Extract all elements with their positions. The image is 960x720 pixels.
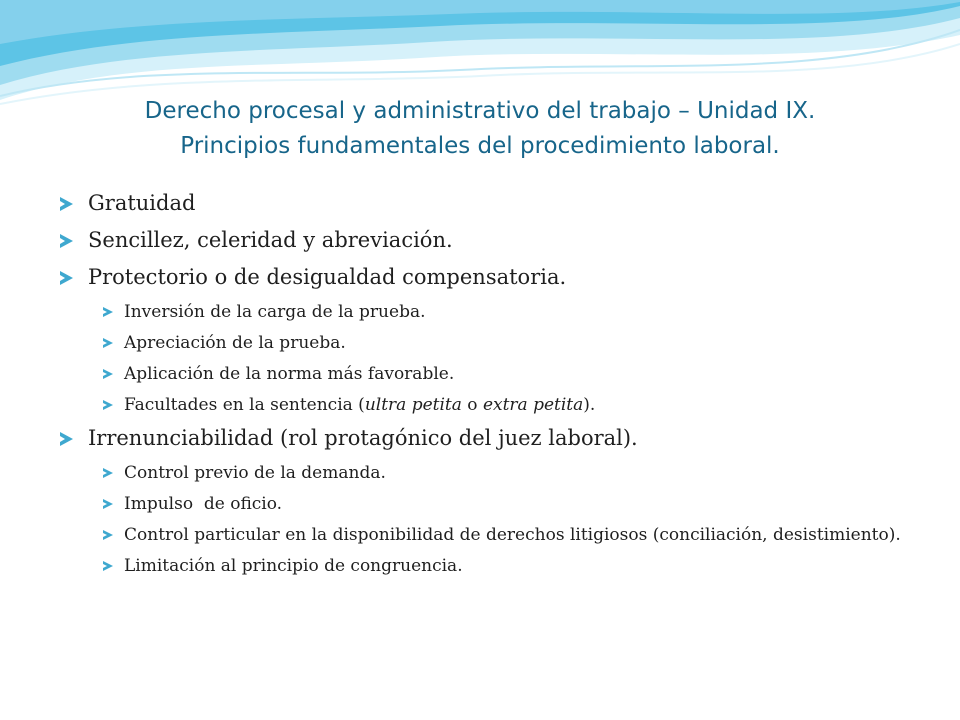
slide-title: [0, 94, 960, 164]
sub-bullet-text: Control previo de la demanda.: [124, 463, 386, 483]
arrow-bullet-icon: [103, 369, 113, 379]
slide-title-line-1: Derecho procesal y administrativo del trabajo – Unidad IX.: [144, 98, 816, 124]
slide-title-line-2: Principios fundamentales del procedimiento laboral.: [180, 133, 780, 159]
bullet-item: [60, 425, 912, 452]
sub-bullet-text-conjunction: o: [461, 395, 483, 415]
sub-bullet-text: Aplicación de la norma más favorable.: [124, 364, 455, 384]
sub-bullet-item: [103, 394, 912, 416]
arrow-bullet-icon: [60, 271, 73, 285]
sub-bullet-text: Apreciación de la prueba.: [124, 333, 346, 353]
sub-bullet-text-paren-close: ).: [583, 395, 596, 415]
arrow-bullet-icon: [103, 468, 113, 478]
arrow-bullet-icon: [60, 432, 73, 446]
arrow-bullet-icon: [103, 400, 113, 410]
sub-bullet-text-italic: ultra petita: [364, 395, 462, 415]
sub-bullet-text-italic: extra petita: [482, 395, 584, 415]
bullet-text: Gratuidad: [88, 191, 196, 215]
arrow-bullet-icon: [103, 561, 113, 571]
sub-bullet-item: [103, 363, 912, 385]
sub-bullet-text-paren-open: (: [352, 395, 365, 415]
arrow-bullet-icon: [60, 197, 73, 211]
bullet-text: Protectorio o de desigualdad compensatoria.: [88, 265, 567, 289]
sub-bullet-text: Control particular en la disponibilidad de derechos litigiosos (conciliación, desistimiento).: [124, 525, 901, 545]
sub-bullet-item: [103, 555, 912, 577]
sub-bullet-text: Impulso de oficio.: [124, 494, 283, 514]
sub-bullet-text: Limitación al principio de congruencia.: [124, 556, 463, 576]
bullet-item: [60, 190, 912, 217]
sub-bullet-item: [103, 524, 912, 546]
sub-bullet-item: [103, 332, 912, 354]
bullet-text: Sencillez, celeridad y abreviación.: [88, 228, 453, 252]
sub-bullet-item: [103, 462, 912, 484]
arrow-bullet-icon: [103, 338, 113, 348]
bullet-list: [60, 190, 912, 586]
arrow-bullet-icon: [103, 307, 113, 317]
sub-bullet-text: Facultades en la sentencia: [124, 395, 353, 415]
bullet-text: Irrenunciabilidad (rol protagónico del juez laboral).: [88, 426, 638, 450]
sub-bullet-text: Inversión de la carga de la prueba.: [124, 302, 426, 322]
bullet-item: [60, 264, 912, 291]
arrow-bullet-icon: [103, 530, 113, 540]
arrow-bullet-icon: [60, 234, 73, 248]
bullet-item: [60, 227, 912, 254]
sub-bullet-item: [103, 301, 912, 323]
arrow-bullet-icon: [103, 499, 113, 509]
sub-bullet-item: [103, 493, 912, 515]
